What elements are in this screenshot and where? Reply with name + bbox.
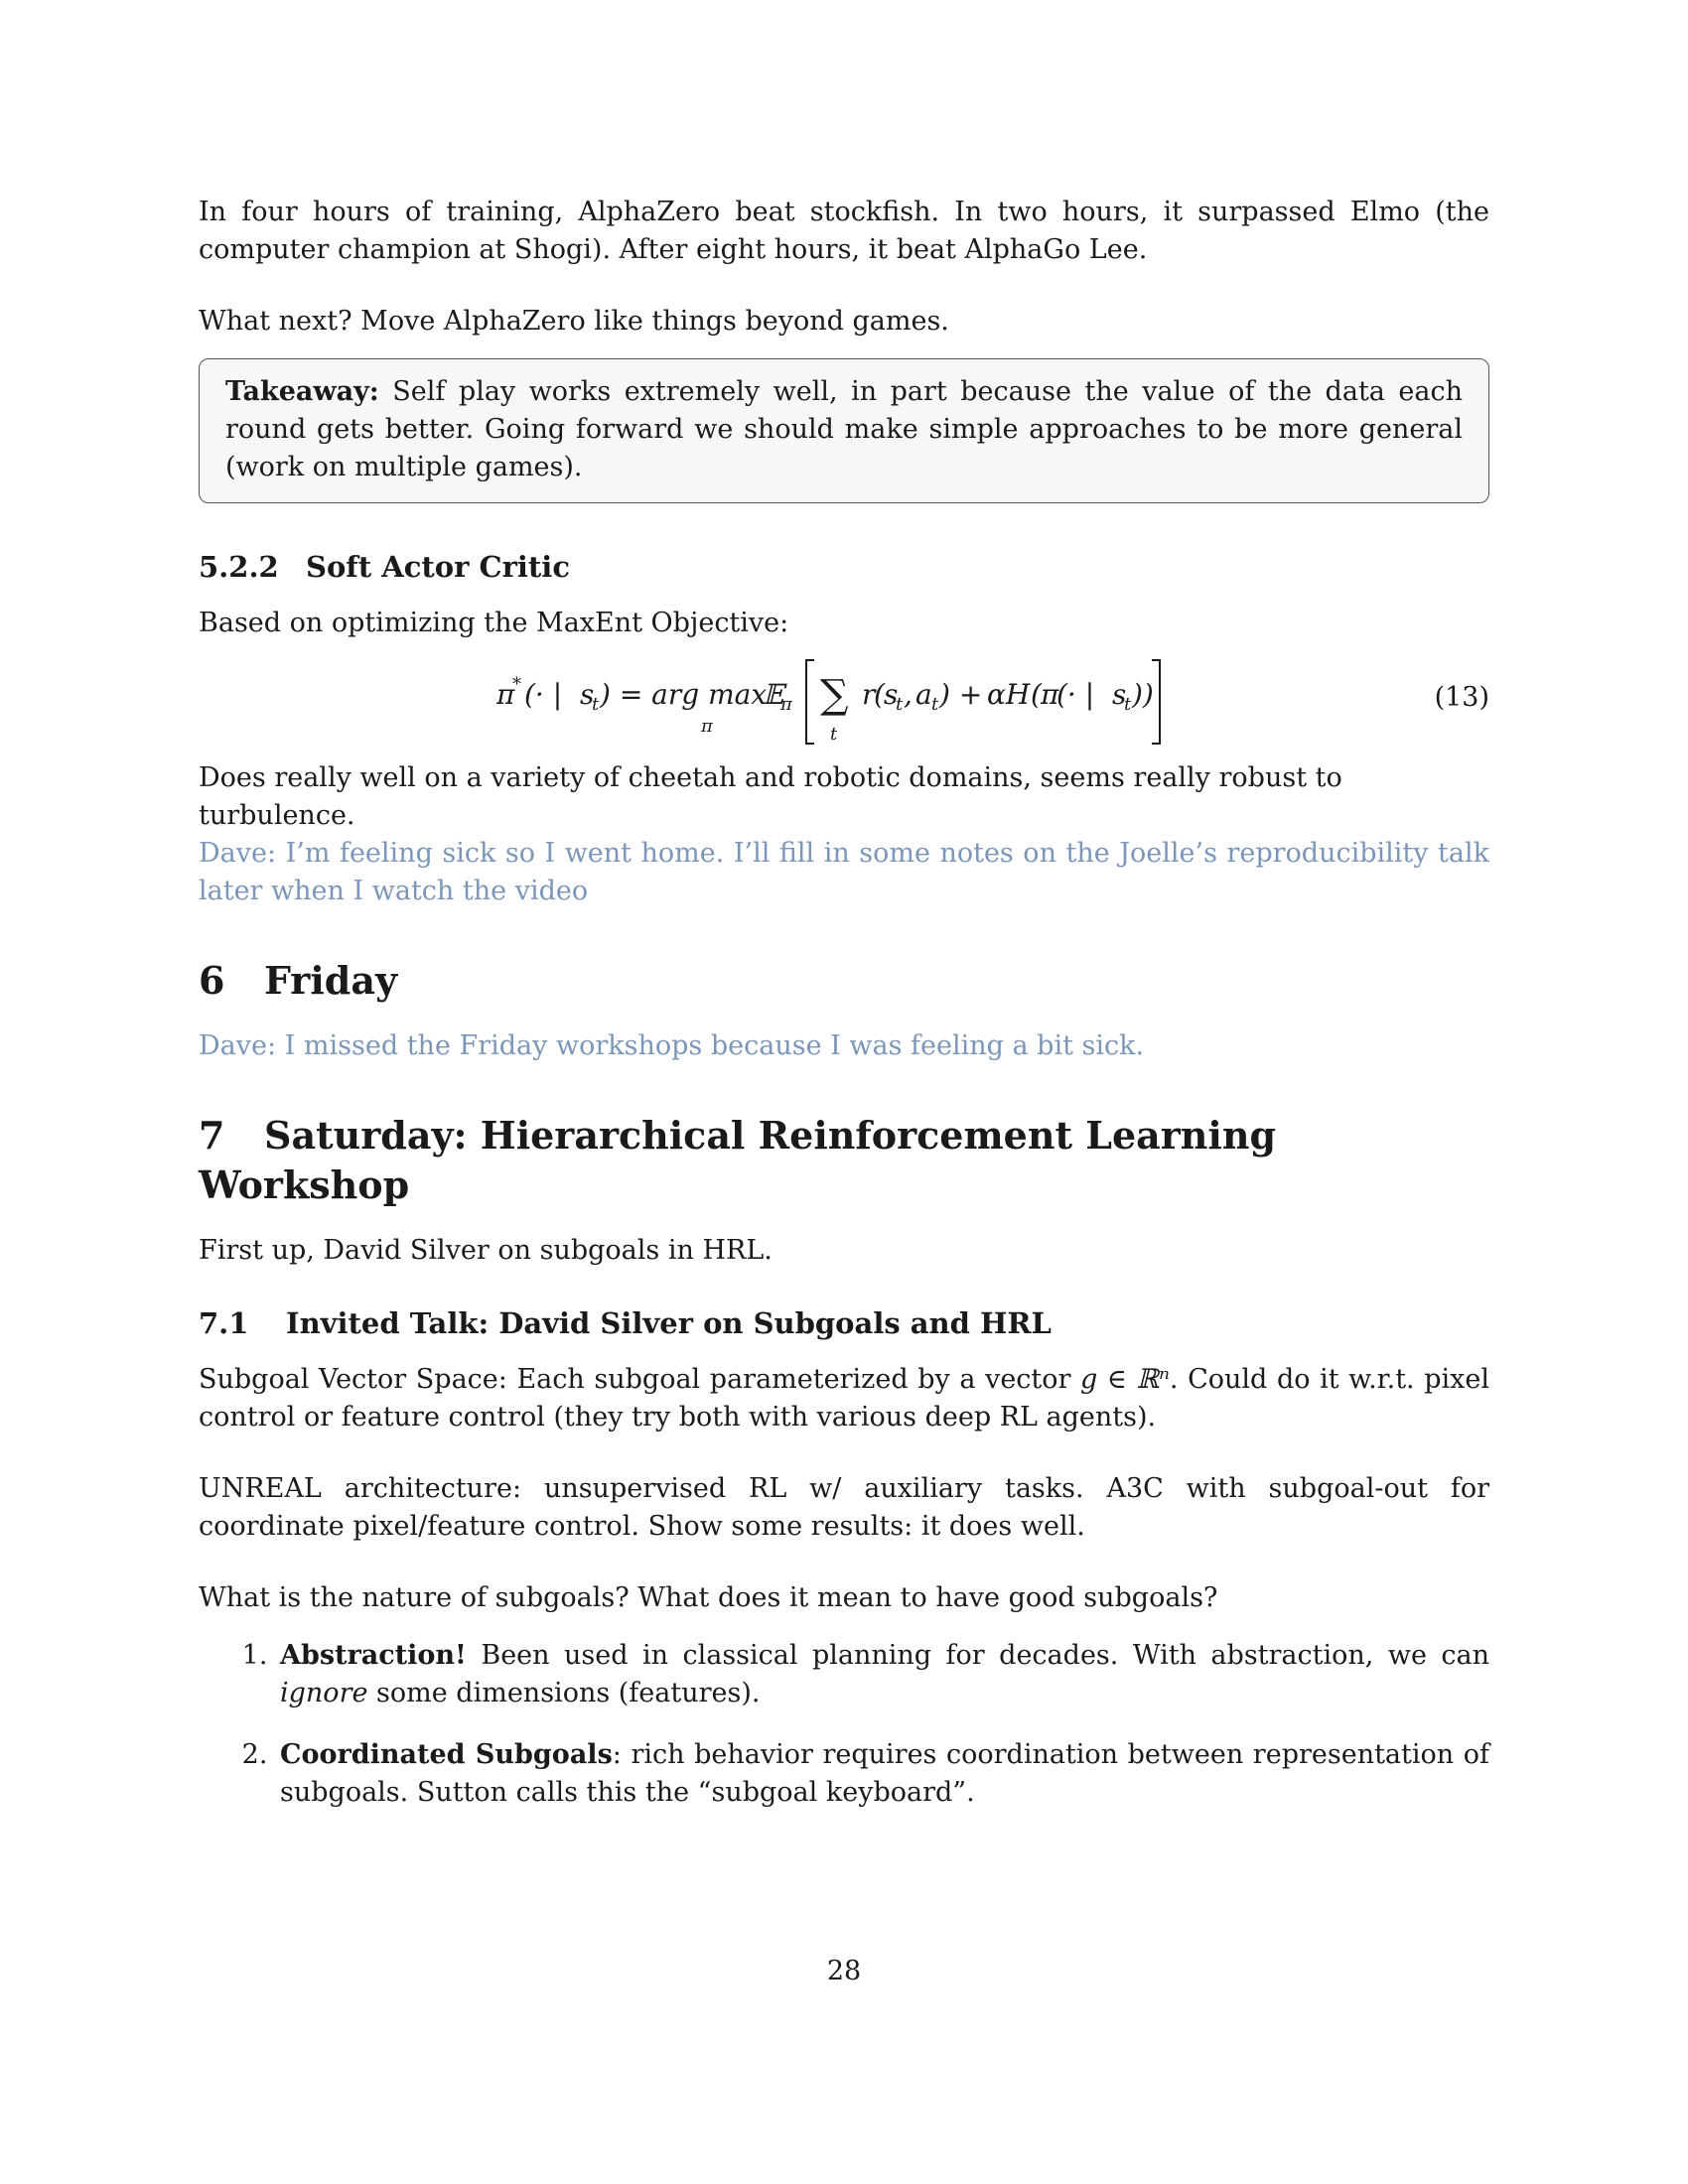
svg-text:s: s	[1112, 678, 1127, 711]
list-item	[276, 1637, 1489, 1712]
svg-text:t: t	[830, 724, 838, 745]
svg-text:t: t	[592, 694, 600, 715]
section-title: Invited Talk: David Silver on Subgoals and HRL	[286, 1306, 1052, 1340]
text-segment: : rich behavior requires coordination between representation of subgoals. Sutton calls this the “subgoal keyboard”.	[280, 1739, 1489, 1808]
section-heading-5-2-2	[199, 547, 1489, 587]
svg-text:𝔼: 𝔼	[763, 678, 784, 711]
unreal-paragraph: UNREAL architecture: unsupervised RL w/ auxiliary tasks. A3C with subgoal-out for coordinate pixel/feature control. Show some results: it does well.	[199, 1473, 1489, 1542]
dave-note-sick: Dave: I’m feeling sick so I went home. I’ll fill in some notes on the Joelle’s reproducibility talk later when I watch the video	[199, 838, 1489, 906]
section-heading-6	[199, 956, 1489, 1006]
svg-text:s: s	[580, 678, 595, 711]
svg-text:(· |: (· |	[1056, 678, 1095, 711]
list-item-bold: Coordinated Subgoals	[280, 1739, 613, 1770]
math-inline: g ∈ ℝⁿ	[1080, 1364, 1170, 1395]
svg-text:π: π	[701, 716, 713, 737]
section-heading-7	[199, 1111, 1489, 1210]
section-number: 5.2.2	[199, 550, 279, 584]
svg-text:t: t	[896, 694, 904, 715]
takeaway-text	[225, 373, 1463, 486]
takeaway-label: Takeaway:	[225, 376, 379, 407]
text-segment: . Could do it w.r.t. pixel control or feature control (they try both with various deep RL agents).	[199, 1364, 1489, 1433]
equation-body	[496, 652, 1211, 751]
text-segment: Been used in classical planning for decades. With abstraction, we can	[466, 1640, 1489, 1671]
section-7-intro: First up, David Silver on subgoals in HRL.	[199, 1235, 773, 1266]
section-number: 7	[199, 1113, 225, 1158]
subgoal-list	[199, 1637, 1489, 1812]
section-title: Saturday: Hierarchical Reinforcement Learning Workshop	[199, 1113, 1277, 1207]
maxent-intro: Based on optimizing the MaxEnt Objective:	[199, 608, 789, 638]
intro-paragraph-1: In four hours of training, AlphaZero beat stockfish. In two hours, it surpassed Elmo (the computer champion at Shogi). After eight hours, it beat AlphaGo Lee.	[199, 197, 1489, 265]
section-number: 7.1	[199, 1306, 249, 1340]
takeaway-body: Self play works extremely well, in part because the value of the data each round gets better. Going forward we should make simple approaches to be more general (work on multiple games).	[225, 376, 1463, 482]
takeaway-box	[199, 358, 1489, 503]
svg-text:(: (	[874, 678, 885, 711]
intro-paragraph-2: What next? Move AlphaZero like things beyond games.	[199, 306, 949, 337]
document-page	[199, 194, 1489, 1836]
sac-results: Does really well on a variety of cheetah and robotic domains, seems really robust to turbulence.	[199, 762, 1342, 831]
svg-text:t: t	[931, 694, 939, 715]
svg-text:∑: ∑	[820, 672, 849, 718]
subgoal-question: What is the nature of subgoals? What does it mean to have good subgoals?	[199, 1582, 1218, 1613]
equation-number: (13)	[1434, 682, 1489, 713]
text-segment: Subgoal Vector Space: Each subgoal parameterized by a vector	[199, 1364, 1081, 1395]
maxent-formula	[496, 652, 1211, 751]
svg-text:*: *	[512, 674, 521, 695]
svg-text:a: a	[915, 678, 932, 711]
list-item-bold: Abstraction!	[280, 1640, 467, 1671]
svg-text:r: r	[862, 678, 876, 711]
list-item-italic: ignore	[280, 1678, 368, 1708]
equation-13	[199, 652, 1489, 751]
section-heading-7-1	[199, 1303, 1489, 1343]
list-item	[276, 1736, 1489, 1812]
page-number: 28	[826, 1956, 862, 1986]
svg-text:π: π	[496, 678, 515, 711]
section-number: 6	[199, 958, 225, 1003]
svg-text:,: ,	[904, 678, 913, 711]
svg-text:t: t	[1124, 694, 1132, 715]
svg-text:(: (	[1031, 678, 1042, 711]
svg-text:π: π	[1041, 678, 1059, 711]
text-segment: some dimensions (features).	[367, 1678, 761, 1708]
svg-text:π: π	[780, 694, 792, 715]
section-title: Friday	[264, 958, 398, 1003]
dave-note-friday: Dave: I missed the Friday workshops because I was feeling a bit sick.	[199, 1030, 1145, 1061]
subgoal-vector-space	[199, 1361, 1489, 1436]
svg-text:) +: ) +	[939, 678, 983, 711]
section-title: Soft Actor Critic	[306, 550, 570, 584]
svg-text:αH: αH	[987, 678, 1031, 711]
svg-text:) = arg max: ) = arg max	[600, 678, 768, 711]
svg-text:)): ))	[1132, 678, 1154, 711]
svg-text:s: s	[884, 678, 899, 711]
svg-text:(· |: (· |	[524, 678, 563, 711]
